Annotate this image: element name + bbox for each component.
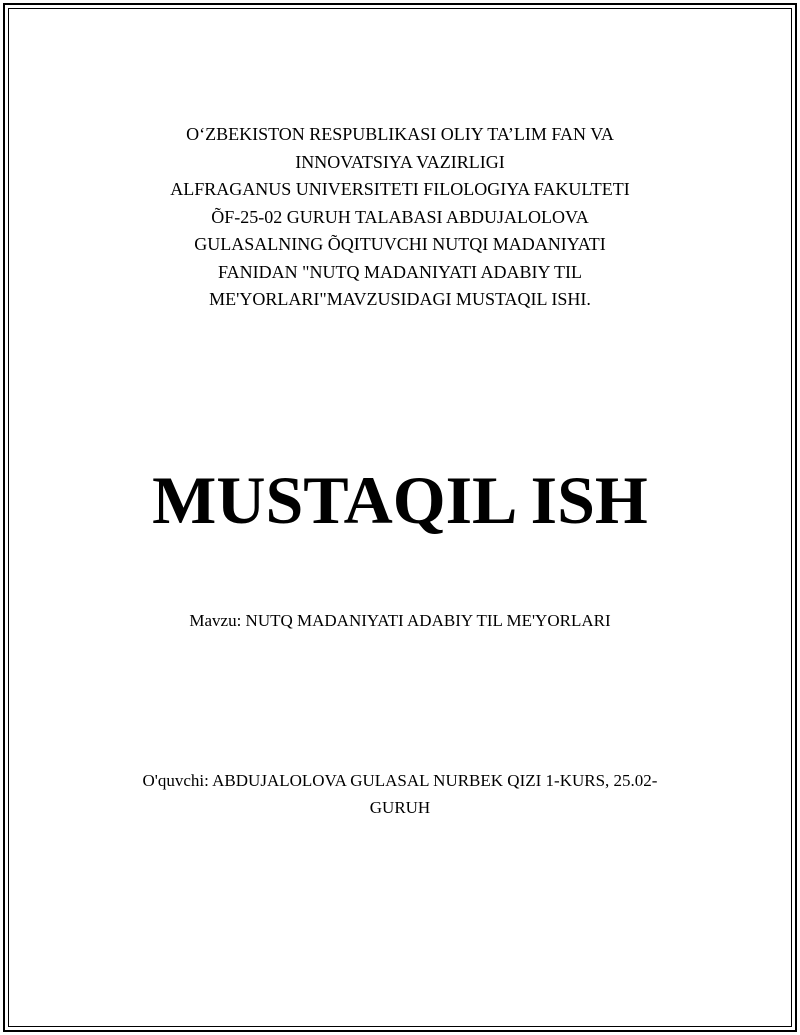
header-line: FANIDAN "NUTQ MADANIYATI ADABIY TIL: [218, 261, 582, 282]
institution-header: [100, 121, 700, 314]
header-line: O‘ZBEKISTON RESPUBLIKASI OLIY TA’LIM FAN VA: [186, 124, 614, 144]
student-line: O'quvchi: ABDUJALOLOVA GULASAL NURBEK QIZI 1-KURS, 25.02-: [142, 771, 658, 790]
topic-line: Mavzu: NUTQ MADANIYATI ADABIY TIL ME'YORLARI: [189, 611, 611, 630]
header-line: INNOVATSIYA VAZIRLIGI: [295, 151, 505, 172]
student-info: [100, 767, 700, 821]
header-line: ÕF-25-02 GURUH TALABASI ABDUJALOLOVA: [211, 206, 589, 227]
header-line: GULASALNING ÕQITUVCHI NUTQI MADANIYATI: [194, 234, 606, 254]
header-line: ALFRAGANUS UNIVERSITETI FILOLOGIYA FAKULTETI: [170, 179, 630, 199]
student-line: GURUH: [369, 798, 431, 817]
header-line: ME'YORLARI"MAVZUSIDAGI MUSTAQIL ISHI.: [209, 289, 591, 309]
document-title: MUSTAQIL ISH: [152, 462, 648, 538]
